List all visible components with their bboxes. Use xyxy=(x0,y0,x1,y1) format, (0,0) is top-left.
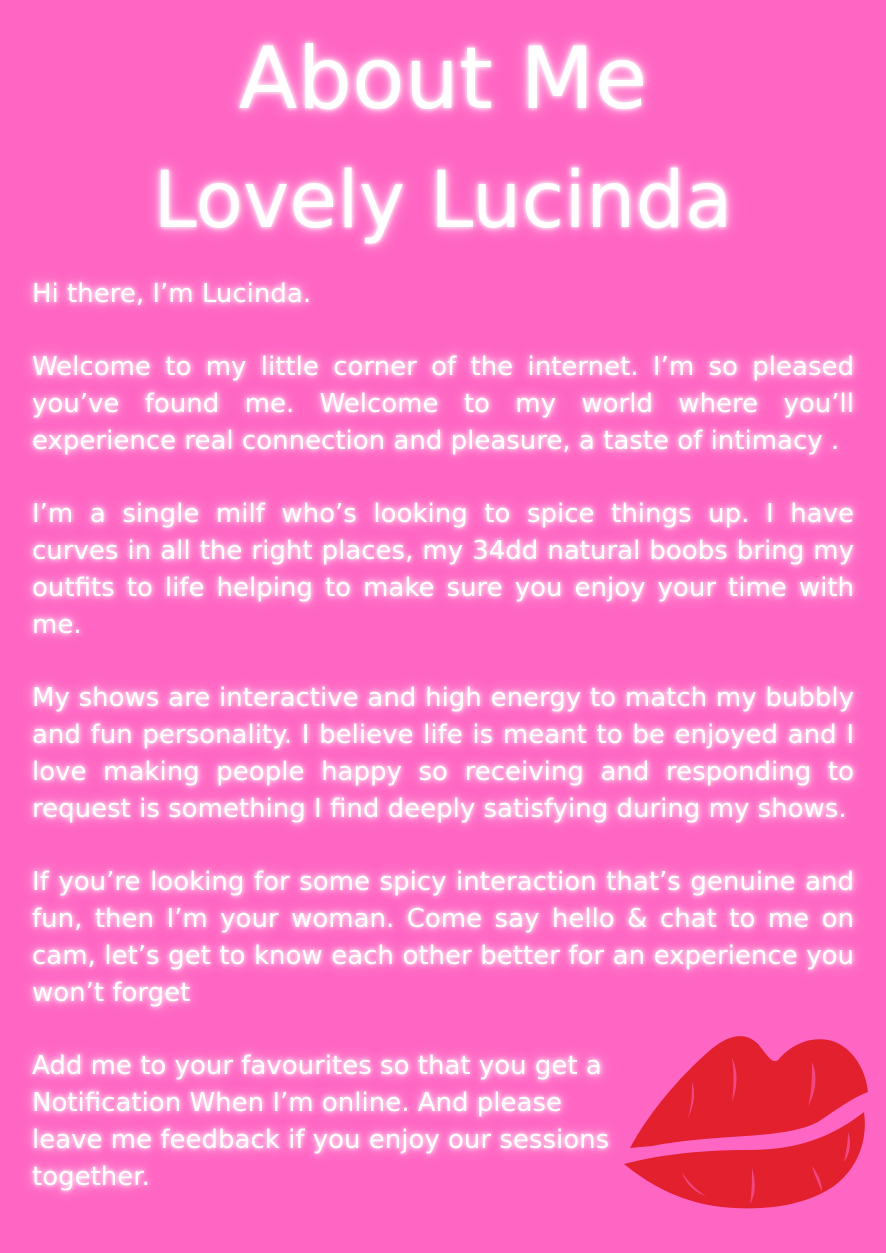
paragraph-about: I’m a single milf who’s looking to spice things up. I have curves in all the right places, my 34dd natural boobs bring my outfits to life helping to make sure you enjoy your time with me. xyxy=(32,499,854,640)
paragraph-welcome: Welcome to my little corner of the internet. I’m so pleased you’ve found me. Welcome to my world where you’ll experience real connection and pleasure, a taste of intimacy . xyxy=(32,352,854,456)
lipstick-kiss-icon xyxy=(622,1022,872,1212)
page-title: About Me xyxy=(238,29,648,129)
paragraph-favourites: Add me to your favourites so that you get a Notification When I’m online. And please leave me feedback if you enjoy our sessions together. xyxy=(32,1051,610,1192)
paragraph-greeting: Hi there, I’m Lucinda. xyxy=(32,279,312,309)
paragraph-shows: My shows are interactive and high energy to match my bubbly and fun personality. I believe life is meant to be enjoyed and I love making people happy so receiving and responding to request is something I find deeply satisfying during my shows. xyxy=(32,683,854,824)
paragraph-invitation: If you’re looking for some spicy interaction that’s genuine and fun, then I’m your woman. Come say hello & chat to me on cam, let’s get to know each other better for an experience you won’t forget xyxy=(32,867,854,1008)
page-subtitle: Lovely Lucinda xyxy=(153,156,733,246)
